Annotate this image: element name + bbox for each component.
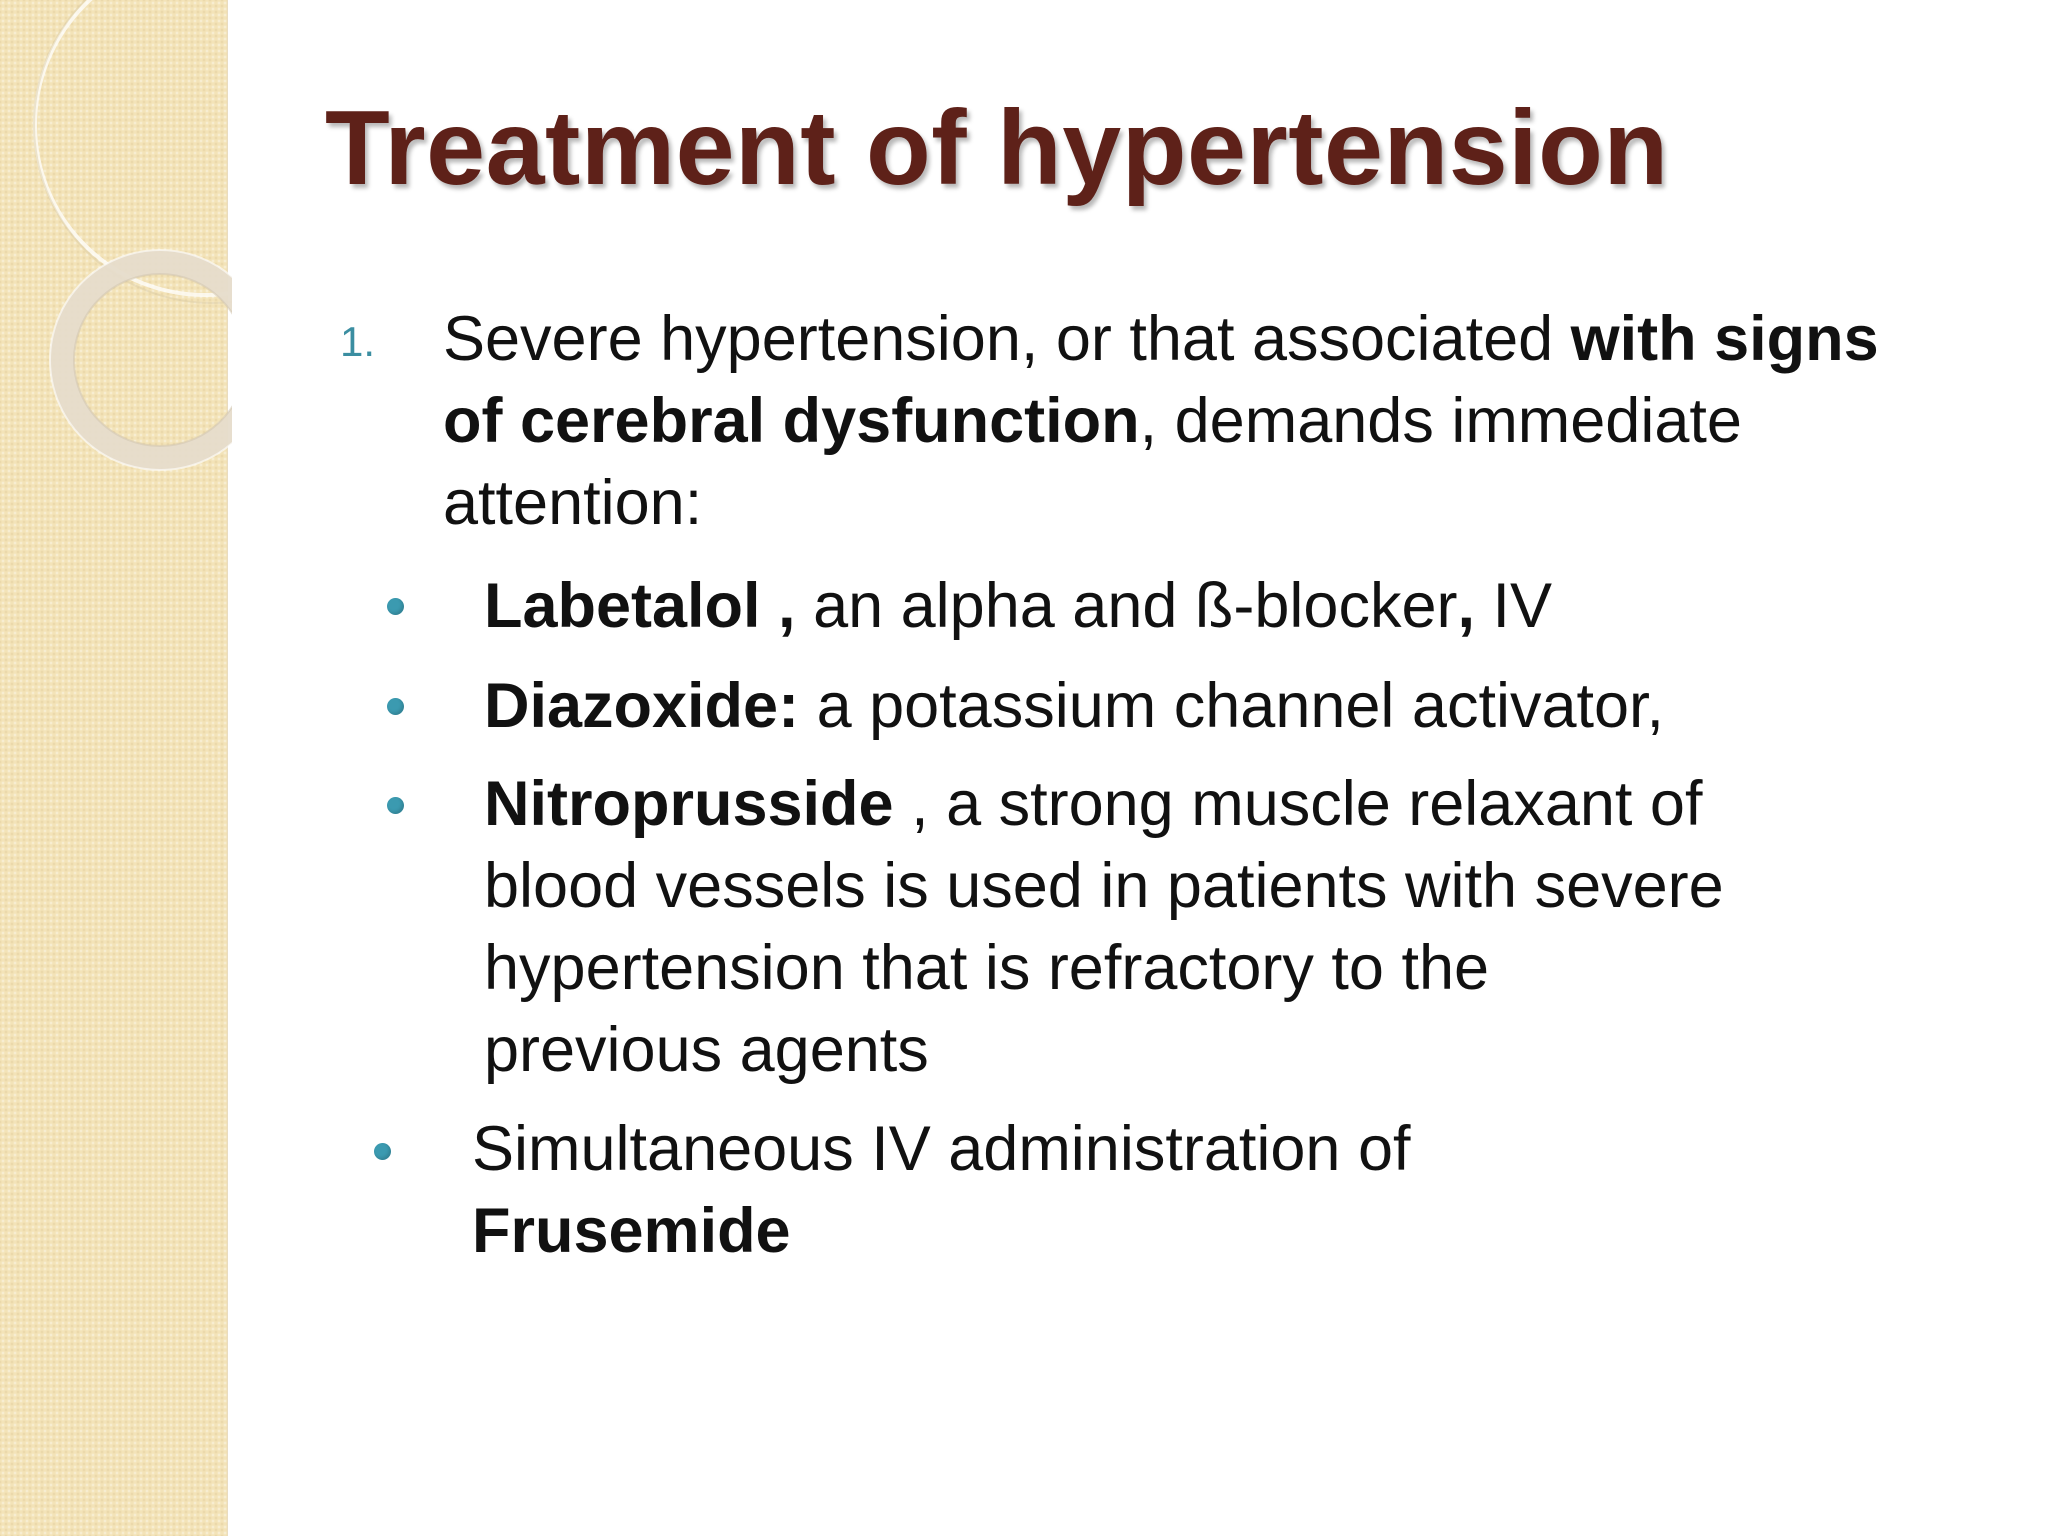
nitroprusside-line-2: blood vessels is used in patients with severe bbox=[484, 851, 1724, 921]
drug-route: IV bbox=[1474, 571, 1553, 641]
bullet-icon bbox=[387, 698, 404, 715]
drug-description: an alpha and ß-blocker bbox=[795, 571, 1458, 641]
numbered-item-text bbox=[443, 298, 1893, 544]
bullet-icon bbox=[374, 1143, 391, 1160]
bullet-frusemide bbox=[472, 1108, 1952, 1272]
numbered-item-text-end: , demands immediate attention: bbox=[443, 386, 1742, 538]
frusemide-line-1: Simultaneous IV administration of bbox=[472, 1114, 1411, 1184]
nitroprusside-line-1 bbox=[484, 763, 1964, 845]
list-number: 1. bbox=[340, 318, 376, 365]
slide-title: Treatment of hypertension bbox=[325, 89, 1669, 207]
bullet-icon bbox=[387, 797, 404, 814]
nitroprusside-line-4: previous agents bbox=[484, 1015, 929, 1085]
drug-name: Labetalol , bbox=[484, 571, 796, 641]
drug-description: , a strong muscle relaxant of bbox=[893, 769, 1703, 839]
drug-description-comma: , bbox=[1457, 571, 1475, 641]
bullet-icon bbox=[387, 598, 404, 615]
bullet-labetalol bbox=[484, 565, 1552, 647]
frusemide-line-2 bbox=[472, 1190, 1952, 1272]
drug-description: a potassium channel activator, bbox=[799, 671, 1665, 741]
drug-name: Frusemide bbox=[472, 1196, 791, 1266]
nitroprusside-line-3: hypertension that is refractory to the bbox=[484, 933, 1490, 1003]
decorative-rings bbox=[0, 0, 232, 500]
numbered-item-text-start: Severe hypertension, or that associated bbox=[443, 304, 1571, 374]
drug-name: Nitroprusside bbox=[484, 769, 894, 839]
numbered-item-bold: with signs of cerebral dysfunction bbox=[443, 304, 1879, 456]
bullet-diazoxide bbox=[484, 665, 1664, 747]
drug-name: Diazoxide: bbox=[484, 671, 800, 741]
bullet-nitroprusside bbox=[484, 763, 1964, 1091]
